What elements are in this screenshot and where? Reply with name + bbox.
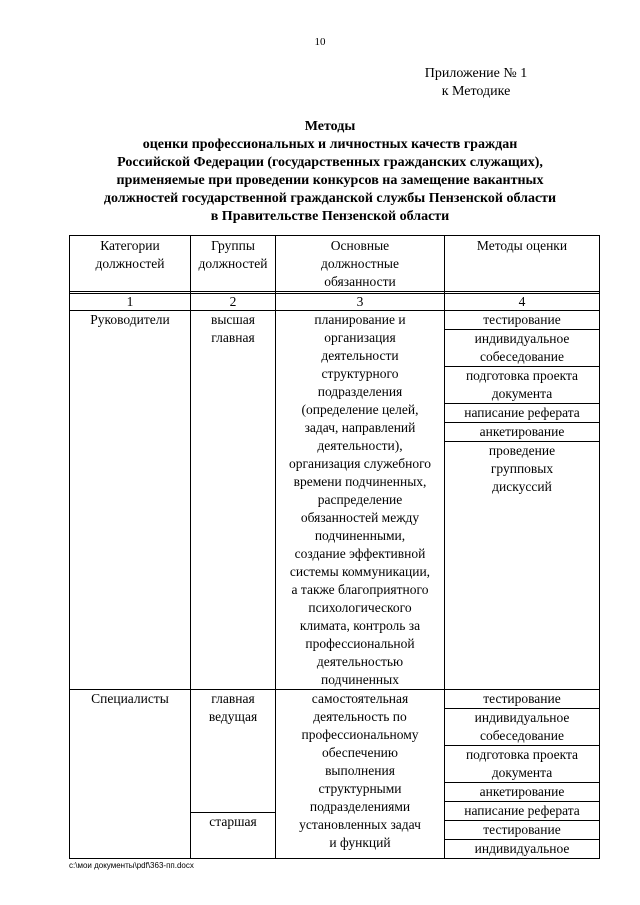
method-line: групповых bbox=[490, 461, 554, 476]
duty-line: профессиональному bbox=[301, 727, 419, 742]
method-item bbox=[445, 840, 599, 858]
title-line-6: в Правительстве Пензенской области bbox=[210, 209, 450, 224]
method-line: подготовка проекта bbox=[465, 747, 579, 762]
method-line: проведение bbox=[488, 443, 556, 458]
method-line: индивидуальное bbox=[474, 841, 570, 856]
duty-line: профессиональной bbox=[305, 636, 415, 651]
document-title bbox=[60, 118, 600, 226]
methods-cell bbox=[445, 690, 600, 859]
header-category-line-2: должностей bbox=[95, 256, 165, 271]
page-number: 10 bbox=[314, 36, 326, 48]
groups-cell bbox=[191, 690, 276, 859]
duty-line: психологического bbox=[308, 600, 412, 615]
duty-line: (определение целей, bbox=[301, 402, 419, 417]
category-cell: Руководители bbox=[70, 311, 191, 690]
method-line: индивидуальное bbox=[474, 331, 570, 346]
group-block-main-leading bbox=[191, 690, 275, 813]
method-line: анкетирование bbox=[479, 784, 565, 799]
duty-line: времени подчиненных, bbox=[293, 474, 427, 489]
group-item: старшая bbox=[209, 814, 257, 829]
method-line: документа bbox=[491, 765, 553, 780]
header-category-line-1: Категории bbox=[100, 238, 160, 253]
duty-line: организация служебного bbox=[288, 456, 432, 471]
column-number: 4 bbox=[445, 294, 600, 311]
duty-line: деятельность по bbox=[313, 709, 407, 724]
header-duties-line-3: обязанности bbox=[324, 274, 396, 289]
method-item bbox=[445, 690, 599, 709]
appendix-line-1: Приложение № 1 bbox=[424, 66, 528, 81]
header-groups-line-1: Группы bbox=[211, 238, 255, 253]
appendix-line-2: к Методике bbox=[441, 84, 511, 99]
method-line: собеседование bbox=[480, 349, 564, 364]
duty-line: структурного bbox=[321, 366, 399, 381]
method-item bbox=[445, 311, 599, 330]
column-numbers-row bbox=[70, 294, 600, 311]
group-block-senior bbox=[191, 813, 275, 831]
method-item bbox=[445, 423, 599, 442]
title-line-5: должностей государственной гражданской службы Пензенской области bbox=[103, 191, 557, 206]
title-line-1: Методы bbox=[304, 119, 356, 134]
method-line: подготовка проекта bbox=[465, 368, 579, 383]
method-item bbox=[445, 802, 599, 821]
duty-line: подчиненными, bbox=[314, 528, 406, 543]
group-item: главная bbox=[211, 691, 255, 706]
header-duties-line-1: Основные bbox=[330, 238, 390, 253]
header-duties-line-2: должностные bbox=[321, 256, 399, 271]
duty-line: обязанностей между bbox=[300, 510, 420, 525]
method-item bbox=[445, 442, 599, 496]
header-methods bbox=[445, 236, 600, 292]
method-item bbox=[445, 330, 599, 367]
duty-line: установленных задач bbox=[299, 817, 421, 832]
method-line: тестирование bbox=[483, 312, 561, 327]
table-row-managers bbox=[70, 311, 600, 690]
groups-cell bbox=[191, 311, 276, 690]
column-number: 3 bbox=[276, 294, 445, 311]
file-path-footer: c:\мои документы\pdf\363-пп.docx bbox=[69, 861, 194, 870]
duty-line: а также благоприятного bbox=[291, 582, 429, 597]
duty-line: самостоятельная bbox=[311, 691, 409, 706]
group-item: главная bbox=[211, 330, 255, 345]
duty-line: создание эффективной bbox=[294, 546, 426, 561]
methods-table bbox=[69, 235, 600, 859]
method-line: индивидуальное bbox=[474, 710, 570, 725]
title-line-2: оценки профессиональных и личностных качеств граждан bbox=[142, 137, 518, 152]
duty-line: подчиненных bbox=[321, 672, 399, 687]
title-line-3: Российской Федерации (государственных гражданских служащих), bbox=[117, 155, 543, 170]
method-item bbox=[445, 367, 599, 404]
methods-cell bbox=[445, 311, 600, 690]
duty-line: обеспечению bbox=[322, 745, 398, 760]
duty-line: выполнения bbox=[325, 763, 395, 778]
duty-line: деятельностью bbox=[316, 654, 404, 669]
category-cell: Специалисты bbox=[70, 690, 191, 859]
title-line-4: применяемые при проведении конкурсов на замещение вакантных bbox=[116, 173, 544, 188]
column-number: 2 bbox=[191, 294, 276, 311]
duty-line: и функций bbox=[329, 835, 391, 850]
duty-line: подразделения bbox=[317, 384, 403, 399]
duty-line: подразделениями bbox=[309, 799, 411, 814]
header-duties bbox=[276, 236, 445, 292]
duty-line: планирование и bbox=[314, 312, 406, 327]
header-methods-line-1: Методы оценки bbox=[476, 238, 568, 253]
duties-cell bbox=[276, 311, 445, 690]
column-number: 1 bbox=[70, 294, 191, 311]
header-category bbox=[70, 236, 191, 292]
method-item bbox=[445, 783, 599, 802]
table-header-row bbox=[70, 236, 600, 292]
duty-line: организация bbox=[324, 330, 396, 345]
duty-line: деятельности), bbox=[317, 438, 403, 453]
group-item: ведущая bbox=[208, 709, 258, 724]
method-line: тестирование bbox=[483, 691, 561, 706]
duties-cell bbox=[276, 690, 445, 859]
method-line: дискуссий bbox=[492, 479, 552, 494]
duty-line: задач, направлений bbox=[304, 420, 416, 435]
header-groups-line-2: должностей bbox=[198, 256, 268, 271]
method-line: написание реферата bbox=[464, 405, 580, 420]
method-item bbox=[445, 709, 599, 746]
method-item bbox=[445, 746, 599, 783]
header-groups bbox=[191, 236, 276, 292]
method-line: собеседование bbox=[480, 728, 564, 743]
duty-line: деятельности bbox=[321, 348, 399, 363]
method-item bbox=[445, 821, 599, 840]
appendix-caption bbox=[386, 65, 566, 101]
method-line: написание реферата bbox=[464, 803, 580, 818]
group-item: высшая bbox=[210, 312, 256, 327]
method-line: документа bbox=[491, 386, 553, 401]
duty-line: системы коммуникации, bbox=[289, 564, 431, 579]
table-row-specialists bbox=[70, 690, 600, 859]
method-line: тестирование bbox=[483, 822, 561, 837]
duty-line: распределение bbox=[317, 492, 403, 507]
duty-line: структурными bbox=[318, 781, 402, 796]
method-item bbox=[445, 404, 599, 423]
method-line: анкетирование bbox=[479, 424, 565, 439]
duty-line: климата, контроль за bbox=[299, 618, 421, 633]
